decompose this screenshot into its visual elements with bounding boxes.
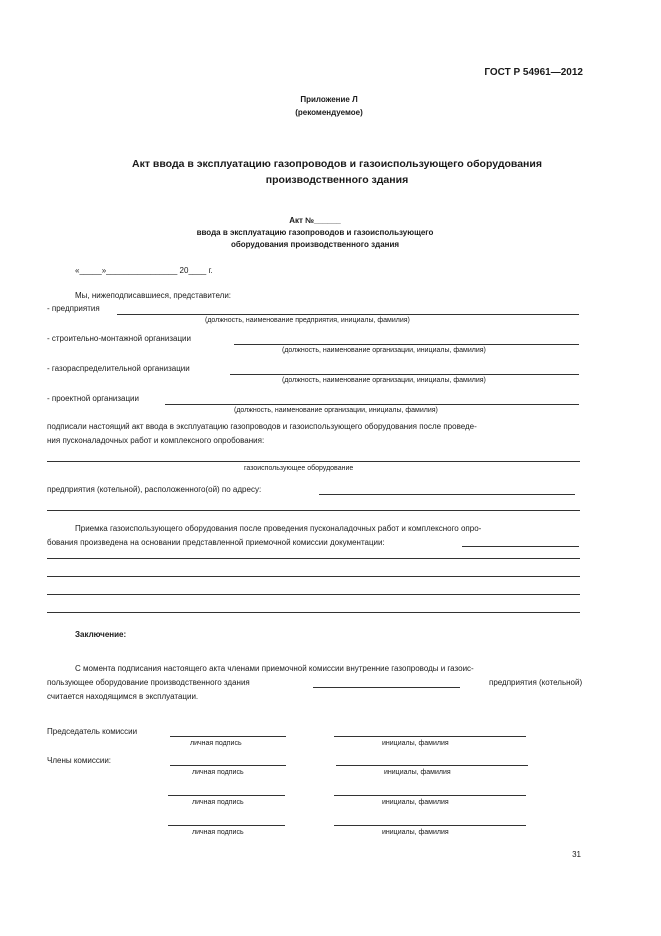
member2-signature-line[interactable] — [168, 795, 285, 796]
member2-name-hint: инициалы, фамилия — [382, 799, 449, 806]
rep4-hint: (должность, наименование организации, инициалы, фамилия) — [234, 407, 438, 414]
conclusion-heading: Заключение: — [75, 630, 127, 639]
standard-number: ГОСТ Р 54961—2012 — [484, 67, 583, 78]
documentation-line-4[interactable] — [47, 612, 580, 613]
documentation-line-3[interactable] — [47, 594, 580, 595]
documentation-field-line[interactable] — [462, 546, 579, 547]
signed-text-line2: ния пусконаладочных работ и комплексного опробования: — [47, 436, 265, 445]
chairman-label: Председатель комиссии — [47, 727, 138, 736]
chairman-name-hint: инициалы, фамилия — [382, 740, 449, 747]
documentation-line-1[interactable] — [47, 558, 580, 559]
chairman-signature-hint: личная подпись — [190, 740, 242, 747]
rep3-label: - газораспределительной организации — [47, 364, 190, 373]
rep1-hint: (должность, наименование предприятия, инициалы, фамилия) — [205, 317, 410, 324]
chairman-name-line[interactable] — [334, 736, 526, 737]
act-subtitle-line1: ввода в эксплуатацию газопроводов и газоиспользующего — [196, 228, 434, 237]
rep1-field-line[interactable] — [117, 314, 579, 315]
act-subtitle-line2: оборудования производственного здания — [230, 240, 400, 249]
rep2-label: - строительно-монтажной организации — [47, 334, 191, 343]
conclusion-line2-start: пользующее оборудование производственного здания — [47, 678, 250, 687]
acceptance-text-line2: бования произведена на основании представленной приемочной комиссии документации: — [47, 538, 385, 547]
conclusion-line1: С момента подписания настоящего акта членами приемочной комиссии внутренние газопроводы и газоис- — [75, 664, 474, 673]
acceptance-text-line1: Приемка газоиспользующего оборудования после проведения пусконаладочных работ и комплексного опро- — [75, 524, 482, 533]
member3-name-line[interactable] — [334, 825, 526, 826]
rep2-field-line[interactable] — [234, 344, 579, 345]
member1-signature-hint: личная подпись — [192, 769, 244, 776]
member2-name-line[interactable] — [334, 795, 526, 796]
member1-name-line[interactable] — [336, 765, 528, 766]
member3-signature-line[interactable] — [168, 825, 285, 826]
building-field-line[interactable] — [313, 687, 460, 688]
member2-signature-hint: личная подпись — [192, 799, 244, 806]
act-number: Акт №______ — [289, 216, 341, 225]
conclusion-line3: считается находящимся в эксплуатации. — [47, 692, 199, 701]
appendix-status: (рекомендуемое) — [295, 108, 363, 117]
chairman-signature-line[interactable] — [170, 736, 286, 737]
rep4-label: - проектной организации — [47, 394, 139, 403]
document-title-line1: Акт ввода в эксплуатацию газопроводов и газоиспользующего оборудования — [132, 158, 542, 170]
appendix-title: Приложение Л — [300, 95, 358, 104]
equipment-field-line[interactable] — [47, 461, 580, 462]
address-label: предприятия (котельной), расположенного(ой) по адресу: — [47, 485, 262, 494]
rep2-hint: (должность, наименование организации, инициалы, фамилия) — [282, 347, 486, 354]
conclusion-line2-end: предприятия (котельной) — [489, 678, 583, 687]
equipment-hint: газоиспользующее оборудование — [244, 465, 354, 472]
rep3-hint: (должность, наименование организации, инициалы, фамилия) — [282, 377, 486, 384]
member3-signature-hint: личная подпись — [192, 829, 244, 836]
rep4-field-line[interactable] — [165, 404, 579, 405]
documentation-line-2[interactable] — [47, 576, 580, 577]
rep3-field-line[interactable] — [230, 374, 579, 375]
address-field-line-2[interactable] — [47, 510, 580, 511]
rep1-label: - предприятия — [47, 304, 100, 313]
address-field-line[interactable] — [319, 494, 575, 495]
page-number: 31 — [572, 850, 581, 859]
document-title-line2: производственного здания — [265, 174, 409, 186]
signed-text-line1: подписали настоящий акт ввода в эксплуатацию газопроводов и газоиспользующего оборудования после проведе- — [47, 422, 477, 431]
act-date: «_____»________________ 20____ г. — [75, 266, 213, 275]
members-label: Члены комиссии: — [47, 756, 112, 765]
member1-signature-line[interactable] — [170, 765, 286, 766]
intro-text: Мы, нижеподписавшиеся, представители: — [75, 291, 232, 300]
member1-name-hint: инициалы, фамилия — [384, 769, 451, 776]
member3-name-hint: инициалы, фамилия — [382, 829, 449, 836]
